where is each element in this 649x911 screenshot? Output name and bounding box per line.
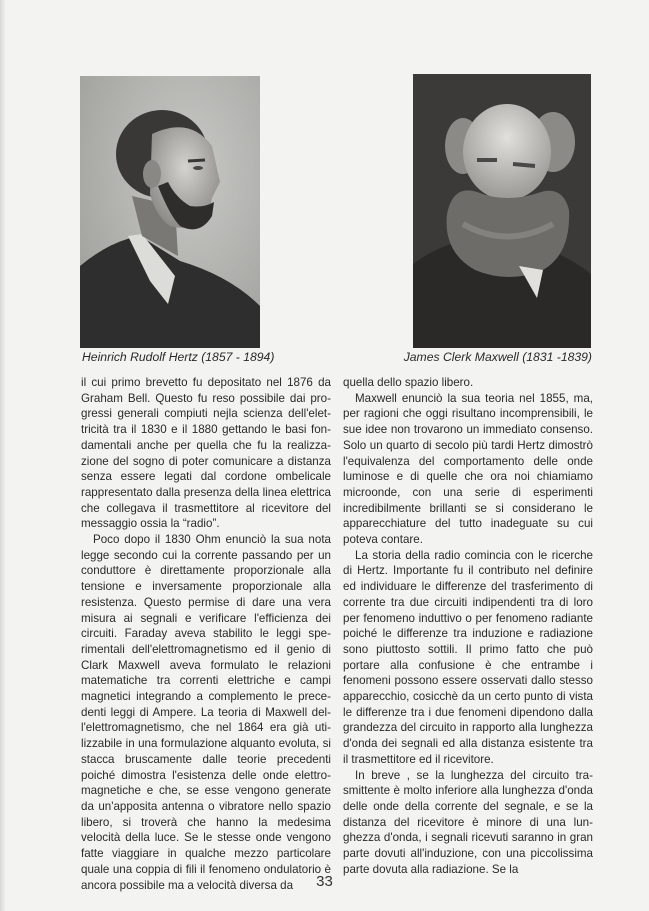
paragraph: Poco dopo il 1830 Ohm enunciò la sua nota legge secondo cui la corrente passando per un conduttore è direttamente proporzionale alla tensione e inversamente proporzionale alla resistenza. Questo permise di dare una vera misura ai segnali e verificare l'efficienza dei circuiti. Faraday aveva stabilito le leggi sperimentali dell'elettromagnetismo ed il genio di Clark Maxwell aveva formulato le relazioni matematiche tra correnti elettriche e campi magnetici integrando a complemento le precedenti leggi di Ampere. La teoria di Maxwell dell'elettromagnetismo, che nel 1864 era già utilizzabile in una formulazione alquanto evoluta, si stacca bruscamente dalle teorie precedenti poiché dimostra l'esistenza delle onde elettromagnetiche e che, se esse vengono generate da un'apposita antenna o vibratore nello spazio libero, si troverà che hanno la medesima velocità della luce. Se le stesse onde vengono fatte viaggiare in qualche mezzo particolare quale una coppia di fili il fenomeno ondulatorio è ancora possibile ma a velocità diversa da <box>81 533 331 892</box>
page-edge-shadow <box>0 0 6 911</box>
text-column-left <box>81 375 331 893</box>
portrait-image-maxwell <box>413 74 591 348</box>
paragraph: La storia della radio comincia con le ricerche di Hertz. Importante fu il contributo nel definire ed individuare le differenze del trasferimento di corrente tra due circuiti indipendenti tra di loro per fenomeno induttivo o per fenomeno radiante poiché le differenze tra induzione e radiazione sono piuttosto sottili. Il primo fatto che può portare alla confusione è che entrambe i fenomeni possono essere osservati dallo stesso apparecchio, cosicchè da un certo punto di vista le differenze tra i due fenomeni dipendono dalla grandezza del circuito in rapporto alla lunghezza d'onda dei segnali ed alla distanza esistente tra il trasmettitore ed il ricevitore. <box>343 548 593 766</box>
paragraph: In breve , se la lunghezza del circuito trasmittente è molto inferiore alla lunghezza d'onda delle onde della corrente del segnale, e se la distanza del ricevitore è minore di una lunghezza d'onda, i segnali ricevuti saranno in gran parte dovuti all'induzione, con una piccolissima parte dovuta alla radiazione. Se la <box>343 768 593 876</box>
page-number: 33 <box>316 873 333 890</box>
text-column-right <box>343 375 593 878</box>
portrait-photo-hertz <box>80 76 260 348</box>
paragraph: il cui primo brevetto fu depositato nel 1876 da Graham Bell. Questo fu reso possibile dai progressi generali compiuti nejla scienza dell'elettricità tra il 1830 e il 1880 gettando le basi fondamentali anche per quella che fu la realizzazione del sogno di poter comunicare a distanza senza essere legati dal cordone ombelicale rappresentato dalla presenza della linea elettrica che collegava il trasmettitore al ricevitore del messaggio ossia la “radio”. <box>81 376 331 531</box>
paragraph: quella dello spazio libero. <box>343 376 474 389</box>
figure-caption-hertz: Heinrich Rudolf Hertz (1857 - 1894) <box>82 350 275 364</box>
paragraph: Maxwell enunciò la sua teoria nel 1855, ma, per ragioni che oggi risultano incomprensibili, le sue idee non trovarono un immediato consenso. Solo un quarto di secolo più tardi Hertz dimostrò l'equivalenza del comportamento delle onde luminose e di quelle che ora noi chiamiamo microonde, con una serie di esperimenti incredibilmente brillanti se si considerano le apparecchiature del tutto inadeguate su cui poteva contare. <box>343 391 593 547</box>
portrait-image-hertz <box>80 76 260 348</box>
portrait-photo-maxwell <box>413 74 591 348</box>
figure-caption-maxwell: James Clerk Maxwell (1831 -1839) <box>403 350 592 364</box>
